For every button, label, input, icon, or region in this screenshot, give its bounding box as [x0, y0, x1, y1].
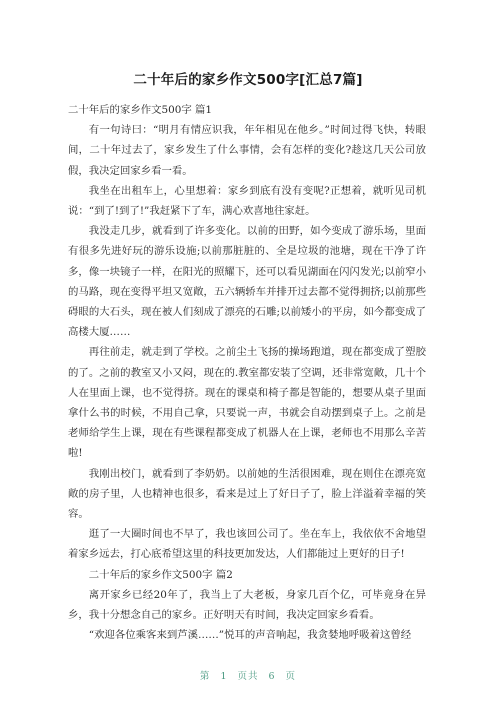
- document-title: 二十年后的家乡作文500字[汇总7篇]: [133, 72, 363, 88]
- paragraph: “欢迎各位乘客来到芦溪……”悦耳的声音响起，我贪婪地呼吸着这曾经: [88, 629, 412, 642]
- paragraph: 逛了一大圈时间也不早了，我也该回公司了。坐在车上，我依依不舍地望着家乡远去，打心底希望这里的科技更加发达，人们都能过上更好的日子!: [68, 528, 426, 561]
- paragraph: 我没走几步，就看到了许多变化。以前的田野，如今变成了游乐场，里面有很多先进好玩的游乐设施;以前那脏脏的、全是垃圾的池塘，现在干净了许多，像一块镜子一样，在阳光的照耀下，还可以看见湖面在闪闪发光;以前窄小的马路，现在变得平坦又宽敞，五六辆轿车并排开过去都不觉得拥挤;以前那些碍眼的大石头，现在被人们刻成了漂亮的石雕;以前矮小的平房，如今都变成了高楼大厦……: [68, 225, 426, 339]
- document-body: [68, 100, 426, 645]
- section-heading: 二十年后的家乡作文500字 篇2: [88, 568, 233, 581]
- paragraph: 我坐在出租车上，心里想着：家乡到底有没有变呢?正想着，就听见司机说：“到了!到了!”我赶紧下了车，满心欢喜地往家赶。: [68, 184, 426, 218]
- section-heading: 二十年后的家乡作文500字 篇1: [68, 104, 213, 116]
- paragraph: 有一句诗曰：“明月有情应识我，年年相见在他乡。”时间过得飞快，转眼间，二十年过去了，家乡发生了什么事情，会有怎样的变化?趁这几天公司放假，我决定回家乡看一看。: [68, 124, 426, 177]
- page-footer: [0, 668, 496, 682]
- current-page-number: 1: [220, 671, 228, 682]
- footer-prefix: 第: [199, 671, 211, 682]
- footer-suffix: 页: [285, 671, 297, 682]
- paragraph: 我刚出校门，就看到了李奶奶。以前她的生活很困难，现在则住在漂亮宽敞的房子里，人也精神也很多，看来是过上了好日子了，脸上洋溢着幸福的笑容。: [68, 467, 426, 521]
- paragraph: 再往前走，就走到了学校。之前尘土飞扬的操场跑道，现在都变成了塑胶的了。之前的教室又小又闷，现在的.教室都安装了空调，还非常宽敞，几十个人在里面上课，也不觉得挤。现在的课桌和椅子都是智能的，想要从桌子里面拿什么书的时候，不用自己拿，只要说一声，书就会自动摆到桌子上。之前是老师给学生上课，现在有些课程都变成了机器人在上课，老师也不用那么辛苦啦!: [68, 346, 426, 460]
- footer-middle: 页共: [237, 671, 259, 682]
- paragraph: 离开家乡已经20年了，我当上了大老板，身家几百个亿，可毕竟身在异乡，我十分想念自己的家乡。正好明天有时间，我决定回家乡看看。: [68, 588, 426, 622]
- total-page-count: 6: [268, 671, 276, 682]
